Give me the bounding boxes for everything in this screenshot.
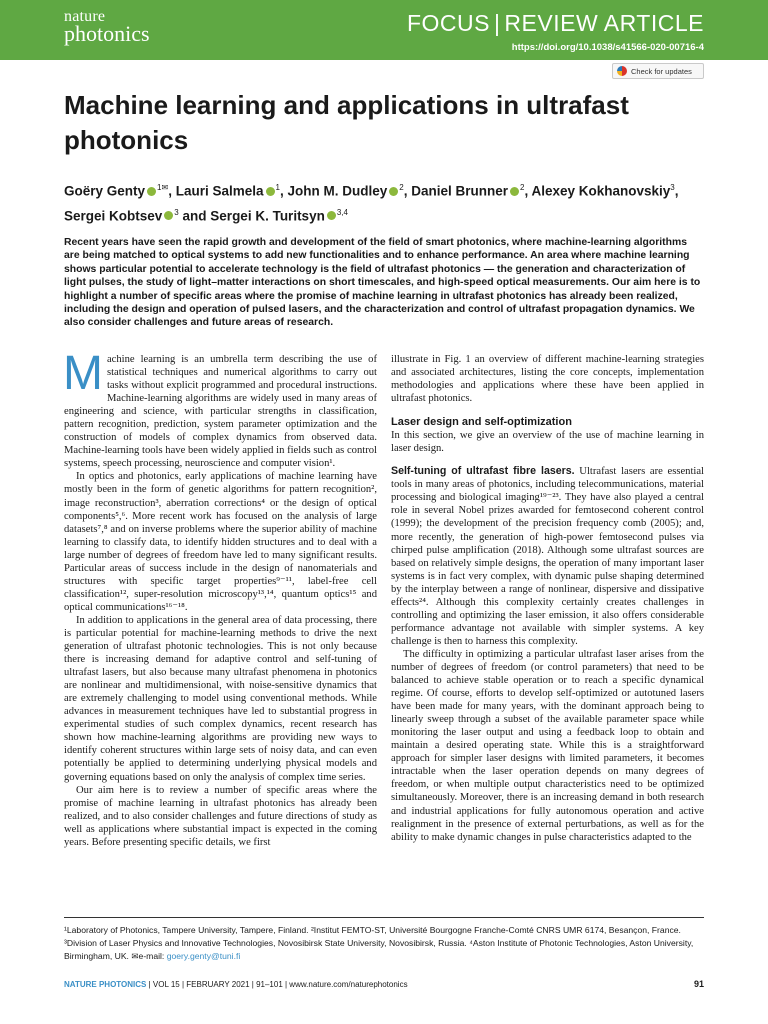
author-name[interactable]: John M. Dudley: [287, 183, 388, 199]
author-affiliation: 2: [519, 183, 525, 192]
email-link[interactable]: goery.genty@tuni.fi: [166, 951, 241, 961]
page-footer: [64, 980, 704, 989]
article-title: Machine learning and applications in ultrafast photonics: [64, 90, 629, 155]
author-name[interactable]: Sergei Kobtsev: [64, 208, 163, 223]
orcid-icon[interactable]: [266, 187, 275, 196]
section-heading: Laser design and self-optimization: [391, 416, 572, 429]
run-in-heading: Self-tuning of ultrafast fibre lasers.: [391, 465, 575, 478]
journal-logo-line2: photonics: [64, 21, 150, 46]
check-for-updates-button[interactable]: [612, 63, 704, 79]
body-paragraph: illustrate in Fig. 1 an overview of different machine-learning strategies and associated architectures, listing the core concepts, implementation methodologies and applications where these have been applied in ultrafast photonics.: [391, 354, 704, 405]
body-paragraph-text: achine learning is an umbrella term describing the use of statistical techniques and numerical algorithms to carry out tasks without explicit programmed and procedural instructions. Machine-learning algorithms are widely used in many areas of engineering and science, with particular strengths in classification, pattern recognition, prediction, system parameter optimization and the construction of models of complex dynamics from observed data. Machine-learning tools have been widely applied in fields such as control systems, speech processing, neuroscience and computer vision¹.: [64, 354, 377, 470]
article-type-label: [407, 12, 704, 35]
author-name[interactable]: Sergei K. Turitsyn: [210, 208, 325, 223]
check-for-updates-label: Check for updates: [631, 66, 692, 76]
journal-header-bar: [0, 0, 768, 60]
footer-journal: NATURE PHOTONICS: [64, 980, 147, 989]
affiliations-text: ¹Laboratory of Photonics, Tampere University, Tampere, Finland. ²Institut FEMTO-ST, Université Bourgogne Franche-Comté CNRS UMR 6174, Besançon, France. ³Division of Laser Physics and Innovative Technologies, Novosibirsk State University, Novosibirsk, Russia. ⁴Aston Institute of Photonic Technologies, Aston University, Birmingham, UK. ✉e-mail:: [64, 925, 694, 961]
author-affiliation: 3,4: [336, 207, 348, 217]
author-affiliation: 1: [275, 183, 280, 192]
journal-logo-line1: nature: [64, 8, 106, 25]
author-conjunction: and: [182, 208, 207, 223]
crossmark-icon: [617, 66, 627, 76]
journal-logo: [64, 9, 150, 45]
author-affiliation: 3: [174, 207, 179, 217]
body-paragraph: In optics and photonics, early applications of machine learning have mostly been in the form of genetic algorithms for pattern recognition², image reconstruction³, aberration corrections⁴ or the design of optical components⁵,⁶. More recent work has focused on the analysis of large datasets⁷,⁸ and on inverse problems where the superior ability of machine learning to classify data, to identify hidden structures and to deal with a large number of degrees of freedom have led to many significant results. Particular areas of success include in the design of nanomaterials and structures with specific target properties⁹⁻¹¹, label-free cell classification¹², super-resolution microscopy¹³,¹⁴, quantum optics¹⁵ and optical communications¹⁶⁻¹⁸.: [64, 471, 377, 613]
footer-details: | VOL 15 | FEBRUARY 2021 | 91–101 | www.nature.com/naturephotonics: [146, 980, 408, 989]
doi-link[interactable]: https://doi.org/10.1038/s41566-020-00716-4: [511, 42, 704, 53]
body-paragraph: The difficulty in optimizing a particular ultrafast laser arises from the number of degrees of freedom (or control parameters) that need to be balanced to achieve stable operation or to reach a specific dynamical regime. Of course, efforts to develop self-optimized or autotuned lasers have been made for many years, with the dominant approach being to linearly sweep through a subset of the available parameter space while monitoring the laser output and using a feedback loop to obtain and maintain a desired operating state. While this is a straightforward approach for simpler laser designs with limited parameters, it becomes intractable when the laser operation depends on many degrees of freedom, or when multiple output characteristics need to be optimized simultaneously. Moreover, there is an increasing demand in both research and industrial applications for fully autonomous operation and active realignment in the presence of external perturbations, as well as for the ability to make dynamic changes in pulse characteristics adapted to the: [391, 648, 704, 843]
page-number: 91: [693, 979, 704, 989]
author-affiliation: 2: [399, 183, 404, 192]
abstract: Recent years have seen the rapid growth and development of the field of smart photonics, where machine-learning algorithms are being matched to optical systems to add new functionalities and to enhance performance. An area where machine learning shows particular potential to accelerate technology is the field of ultrafast photonics — the generation and characterization of light pulses, the study of light–matter interactions on short timescales, and high-speed optical measurements. Our aim here is to highlight a number of specific areas where the promise of machine learning in ultrafast photonics has already been realized, including the design and operation of pulsed lasers, and the characterization and control of ultrafast propagation dynamics. We also consider challenges and future areas of research.: [64, 237, 701, 329]
affiliations: [64, 924, 704, 963]
orcid-icon[interactable]: [164, 211, 173, 220]
body-column-right: [391, 353, 704, 844]
author-list: Goëry Genty $^{1✉}$, Lauri Salmela $^1$, John M. Dudley $^2$, Daniel Brunner $^2$, Alexey Kokhanovskiy$^3$, Sergei Kobtsev $^3$ and Sergei K. Turitsyn $^{3,4}$: [64, 183, 679, 223]
orcid-icon[interactable]: [327, 211, 336, 220]
footnote-divider: [64, 917, 704, 918]
orcid-icon[interactable]: [510, 187, 519, 196]
orcid-icon[interactable]: [147, 187, 156, 196]
body-paragraph-text: Ultrafast lasers are essential tools in many areas of photonics, including telecommunications, material processing and biological imaging¹⁹⁻²³. They have also played a central role in several Nobel prizes awarded for femtosecond coherent control (1999); the development of the precision frequency comb (2005); and, more recently, the generation of high-power femtosecond pulses via chirped pulse amplification (2018). Although some ultrafast sources are based on relatively simple designs, the operation of many important laser systems is in fact very complex, with dynamic pulse shaping determined by the interplay between a range of nonlinear, dispersive and dissipative effects²⁴. Although this complexity certainly creates challenges in controlling and optimizing the laser emission, it also offers considerable performance advantage not available with simpler systems. A key challenge is then to harness this complexity.: [391, 466, 704, 647]
author-affiliation: 3: [670, 183, 675, 192]
orcid-icon[interactable]: [389, 187, 398, 196]
separator: |: [493, 10, 501, 36]
body-paragraph: In this section, we give an overview of the use of machine learning in laser design.: [391, 430, 704, 455]
body-paragraph: In addition to applications in the general area of data processing, there is particular potential for machine-learning methods to drive the next generation of ultrafast photonic technologies. This is not only because there is increasing demand for adaptive control and self-tuning of ultrafast lasers, but also because many ultrafast phenomena in photonics are nonlinear and multidimensional, with noise-sensitive dynamics that are extremely challenging to model using conventional methods. While advances in measurement techniques have led to substantial progress in experimental studies of such complex dynamics, recent research has shown how machine-learning algorithms are providing new ways to identify coherent structures within large sets of noisy data, and can even potentially be applied to determining underlying physical models and governing equations based on only the analysis of complex time series.: [64, 614, 377, 783]
body-paragraph: Our aim here is to review a number of specific areas where the promise of machine learning in ultrafast photonics has already been realized, and to also consider challenges and future directions of study as well as applications where substantial impact is expected in the coming years. Before presenting specific details, we first: [64, 784, 377, 848]
author-name[interactable]: Goëry Genty: [64, 183, 146, 199]
body-paragraph: [63, 347, 377, 470]
author-name[interactable]: Lauri Salmela: [175, 183, 264, 199]
focus-label: FOCUS: [406, 10, 490, 36]
author-affiliation: 1✉: [157, 183, 169, 192]
body-paragraph: [391, 465, 704, 648]
drop-cap: M: [63, 347, 103, 400]
body-column-left: [63, 347, 377, 849]
author-name[interactable]: Alexey Kokhanovskiy: [531, 183, 671, 199]
author-name[interactable]: Daniel Brunner: [411, 183, 508, 199]
review-article-label: REVIEW ARTICLE: [504, 10, 704, 36]
